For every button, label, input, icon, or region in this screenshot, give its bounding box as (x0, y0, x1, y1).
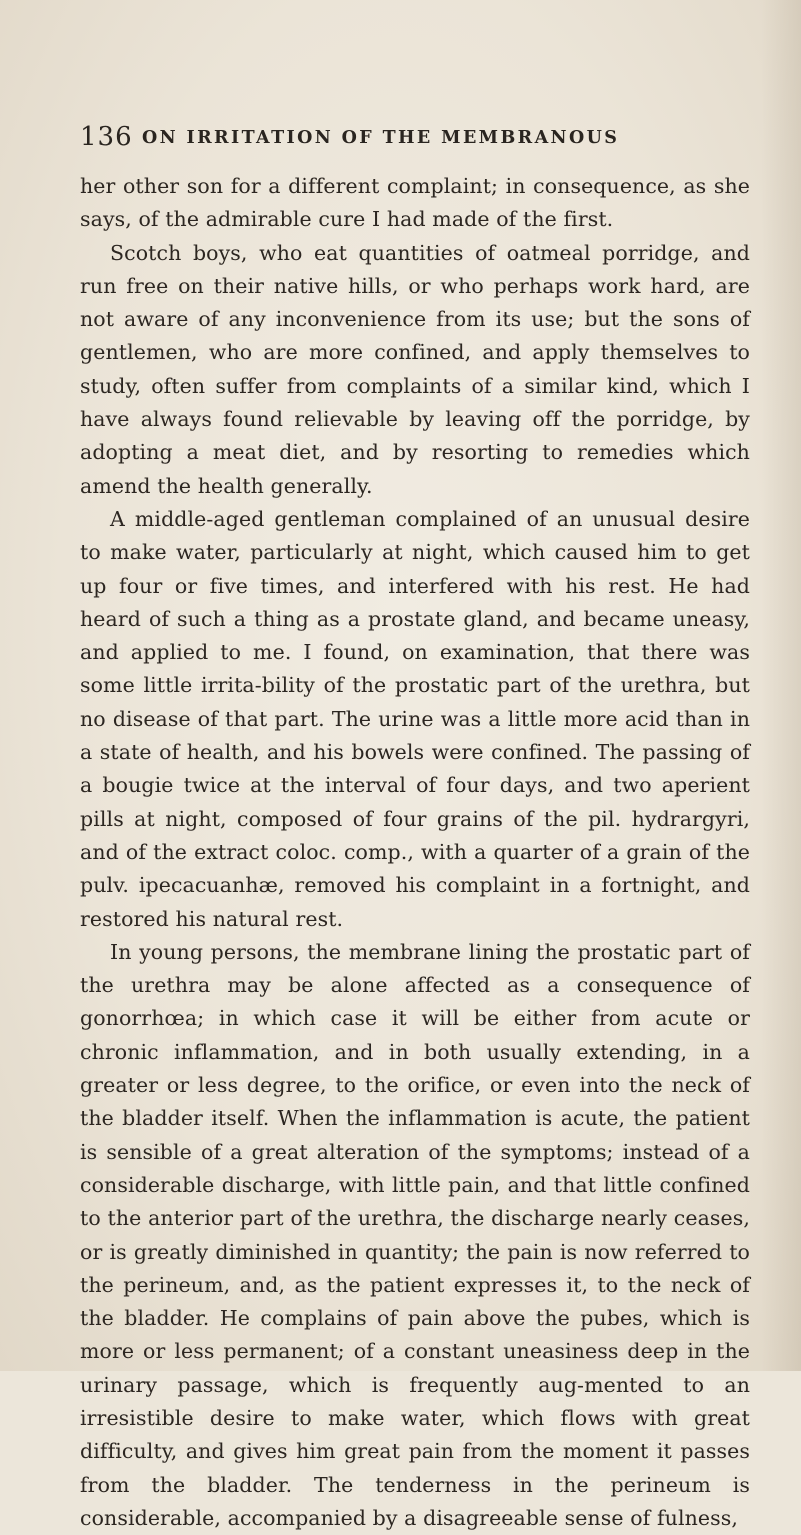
page-edge-shadow (761, 0, 801, 1371)
paragraph-2: Scotch boys, who eat quantities of oatmeal porridge, and run free on their native hills, or who perhaps work hard, are not aware of any inconvenience from its use; but the sons of gentlemen, who are more confined, and apply themselves to study, often suffer from complaints of a similar kind, which I have always found relievable by leaving off the porridge, by adopting a meat diet, and by resorting to remedies which amend the health generally. (80, 240, 750, 498)
paragraph-1: her other son for a different complaint; in consequence, as she says, of the admirable cure I had made of the first. (80, 174, 750, 232)
running-head: ON IRRITATION OF THE MEMBRANOUS (142, 128, 620, 148)
page-number: 136 (80, 122, 133, 152)
page-header (80, 118, 750, 158)
body-text (80, 170, 750, 1535)
paragraph-4: In young persons, the membrane lining the prostatic part of the urethra may be alone affected as a consequence of gonorrhœa; in which case it will be either from acute or chronic inflammation, and in both usually extending, in a greater or less degree, to the orifice, or even into the neck of the bladder itself. When the inflammation is acute, the patient is sensible of a great alteration of the symptoms; instead of a considerable discharge, with little pain, and that little confined to the anterior part of the urethra, the discharge nearly ceases, or is greatly diminished in quantity; the pain is now referred to the perineum, and, as the patient expresses it, to the neck of the bladder. He complains of pain above the pubes, which is more or less permanent; of a constant uneasiness deep in the urinary passage, which is frequently aug-mented to an irresistible desire to make water, which flows with great difficulty, and gives him great pain from the moment it passes from the bladder. The tenderness in the perineum is considerable, accompanied by a disagreeable sense of fulness, (80, 939, 750, 1530)
paragraph-3: A middle-aged gentleman complained of an unusual desire to make water, particularly at night, which caused him to get up four or five times, and interfered with his rest. He had heard of such a thing as a prostate gland, and became uneasy, and applied to me. I found, on examination, that there was some little irrita-bility of the prostatic part of the urethra, but no disease of that part. The urine was a little more acid than in a state of health, and his bowels were confined. The passing of a bougie twice at the interval of four days, and two aperient pills at night, composed of four grains of the pil. hydrargyri, and of the extract coloc. comp., with a quarter of a grain of the pulv. ipecacuanhæ, removed his complaint in a fortnight, and restored his natural rest. (80, 506, 750, 931)
